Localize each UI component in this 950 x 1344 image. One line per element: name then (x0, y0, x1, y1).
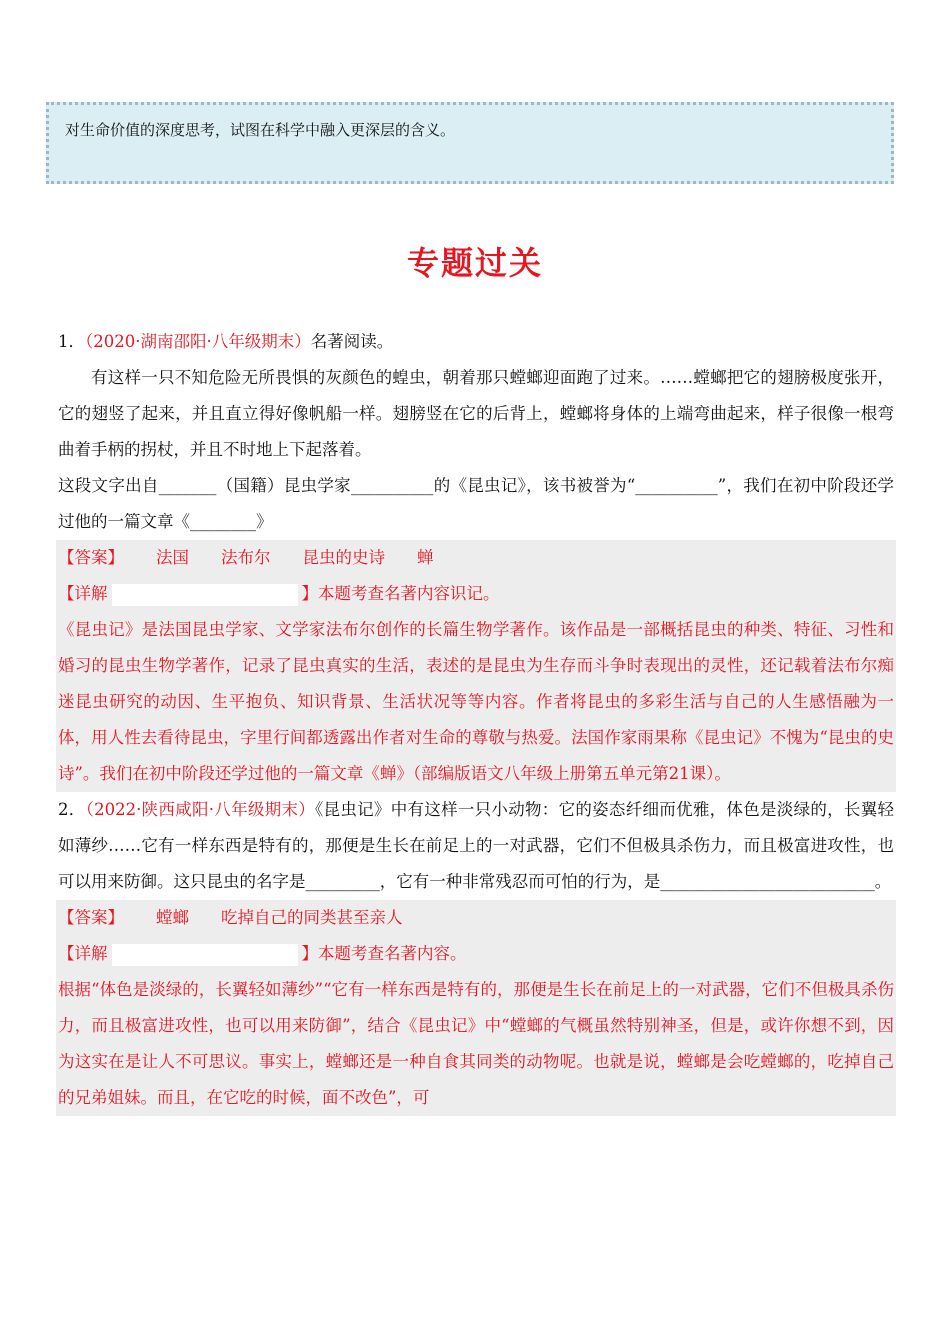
q2-answer-2: 吃掉自己的同类甚至亲人 (221, 908, 403, 927)
q1-number: 1． (58, 332, 85, 351)
q1-passage: 有这样一只不知危险无所畏惧的灰颜色的蝗虫，朝着那只螳螂迎面跑了过来。……螳螂把它的翅膀极度张开，它的翅竖了起来，并且直立得好像帆船一样。翅膀竖在它的后背上，螳螂将身体的上端弯曲起来，样子很像一根弯曲着手柄的拐杖，并且不时地上下起落着。 (58, 368, 894, 459)
q1-detail-open: 【详解 (58, 584, 108, 603)
q2-solution (56, 900, 896, 1116)
q1-detail-close: 】本题考查名著内容识记。 (301, 584, 500, 603)
q1-heading (58, 324, 894, 360)
q2-block (58, 792, 894, 900)
q2-detail-line (58, 936, 894, 972)
q1-answer-3: 昆虫的史诗 (302, 548, 385, 567)
q1-answer-label: 【答案】 (58, 548, 124, 567)
q1-detail-line (58, 576, 894, 612)
q1-answer-4: 蝉 (417, 548, 434, 567)
q1-tag: （2020·湖南邵阳·八年级期末） (85, 332, 311, 351)
q2-number: 2． (58, 800, 86, 819)
q1-detail-blank (112, 584, 298, 606)
q2-tag: （2022·陕西咸阳·八年级期末） (85, 800, 316, 819)
q2-explanation: 根据“体色是淡绿的，长翼轻如薄纱”“它有一样东西是特有的，那便是生长在前足上的一对武器，它们不但极具杀伤力，而且极富进攻性，也可以用来防御”，结合《昆虫记》中“螳螂的气概虽然特别神圣，但是，或许你想不到，因为这实在是让人不可思议。事实上，螳螂还是一种自食其同类的动物呢。也就是说，螳螂是会吃螳螂的，吃掉自己的兄弟姐妹。而且，在它吃的时候，面不改色”，可 (58, 980, 894, 1107)
q2-detail-close: 】本题考查名著内容。 (301, 944, 467, 963)
q1-answer-line (58, 540, 894, 576)
q1-explanation: 《昆虫记》是法国昆虫学家、文学家法布尔创作的长篇生物学著作。该作品是一部概括昆虫的种类、特征、习性和婚习的昆虫生物学著作，记录了昆虫真实的生活，表述的是昆虫为生存而斗争时表现出的灵性，还记载着法布尔痴迷昆虫研究的动因、生平抱负、知识背景、生活状况等等内容。作者将昆虫的多彩生活与自己的人生感悟融为一体，用人性去看待昆虫，字里行间都透露出作者对生命的尊敬与热爱。法国作家雨果称《昆虫记》不愧为“昆虫的史诗”。我们在初中阶段还学过他的一篇文章《蝉》（部编版语文八年级上册第五单元第21课）。 (58, 620, 894, 783)
info-box-text: 对生命价值的深度思考，试图在科学中融入更深层的含义。 (65, 121, 456, 139)
q1-answer-2: 法布尔 (221, 548, 271, 567)
q2-detail-open: 【详解 (58, 944, 108, 963)
q2-question: 《昆虫记》中有这样一只小动物：它的姿态纤细而优雅，体色是淡绿的，长翼轻如薄纱……它有一样东西是特有的，那便是生长在前足上的一对武器，它们不但极具杀伤力，而且极富进攻性，也可以用来防御。这只昆虫的名字是_________，它有一种非常残忍而可怕的行为，是__________________________。 (58, 800, 895, 891)
q2-answer-1: 螳螂 (156, 908, 189, 927)
q1-question: 这段文字出自_______（国籍）昆虫学家__________的《昆虫记》，该书被誉为“__________”，我们在初中阶段还学过他的一篇文章《________》 (58, 476, 894, 531)
q2-detail-blank (112, 944, 298, 966)
q1-solution (56, 540, 896, 792)
q2-answer-label: 【答案】 (58, 908, 124, 927)
q1-answer-1: 法国 (156, 548, 189, 567)
section-title: 专题过关 (406, 244, 543, 282)
q1-lead: 名著阅读。 (310, 332, 394, 351)
questions-content (58, 324, 894, 1116)
info-box (46, 102, 894, 184)
q2-answer-line (58, 900, 894, 936)
